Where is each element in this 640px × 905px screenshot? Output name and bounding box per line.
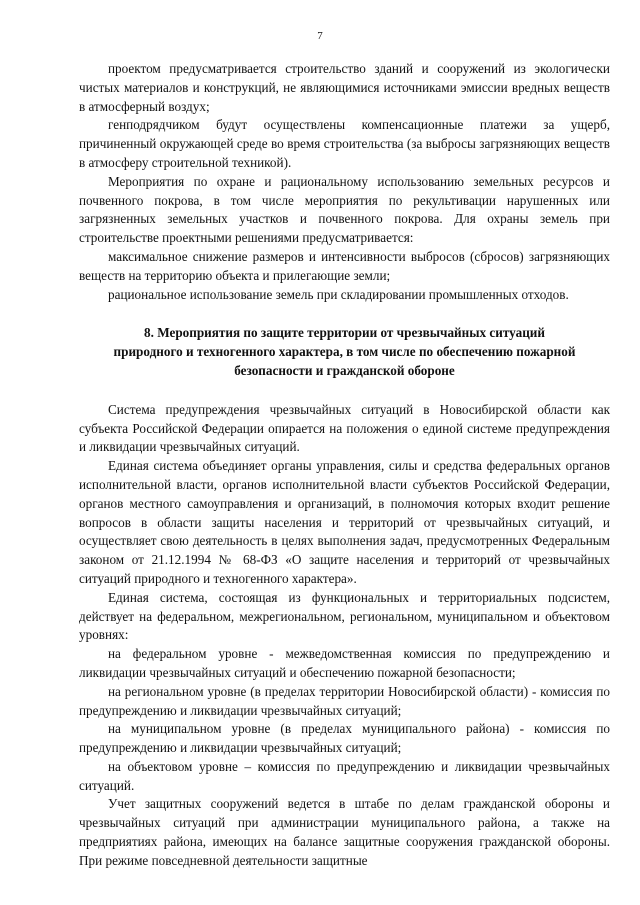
paragraph: генподрядчиком будут осуществлены компенсационные платежи за ущерб, причиненный окружающей среде во время строительства (за выбросы загрязняющих веществ в атмосферу строительной техникой). bbox=[79, 117, 610, 170]
paragraph: Система предупреждения чрезвычайных ситуаций в Новосибирской области как субъекта Российской Федерации опирается на положения о единой системе предупреждения и ликвидации чрезвычайных ситуаций. bbox=[79, 401, 610, 455]
spacer bbox=[79, 381, 610, 401]
paragraph: на объектовом уровне – комиссия по предупреждению и ликвидации чрезвычайных ситуаций. bbox=[79, 758, 610, 793]
paragraph: Мероприятия по охране и рациональному использованию земельных ресурсов и почвенного покрова, в том числе мероприятия по рекультивации нарушенных или загрязненных земельных участков и почвенного покрова. Для охраны земель при строительстве проектными решениями предусматривается: bbox=[79, 173, 610, 246]
paragraph: на региональном уровне (в пределах территории Новосибирской области) - комиссия по предупреждению и ликвидации чрезвычайных ситуаций; bbox=[79, 683, 610, 718]
paragraph: на федеральном уровне - межведомственная комиссия по предупреждению и ликвидации чрезвычайных ситуаций и обеспечению пожарной безопасности; bbox=[79, 646, 610, 680]
paragraph: Единая система, состоящая из функциональных и территориальных подсистем, действует на федеральном, межрегиональном, региональном, муниципальном и объектовом уровнях: bbox=[79, 589, 610, 643]
paragraph: Единая система объединяет органы управления, силы и средства федеральных органов исполнительной власти, органов исполнительной власти субъектов Российской Федерации, органов местного самоуправления и организаций, в полномочия которых входит решение вопросов в области защиты населения и территорий от чрезвычайных ситуаций, и осуществляет свою деятельность в целях выполнения задач, предусмотренных Федеральным законом от 21.12.1994 № 68-ФЗ «О защите населения и территорий от чрезвычайных ситуаций природного и техногенного характера». bbox=[79, 458, 610, 586]
section-heading bbox=[79, 324, 610, 380]
document-body bbox=[79, 60, 610, 871]
section-heading-line: природного и техногенного характера, в том числе по обеспечению пожарной bbox=[113, 344, 576, 360]
page-number: 7 bbox=[317, 30, 323, 42]
paragraph: Учет защитных сооружений ведется в штабе по делам гражданской обороны и чрезвычайных ситуаций при администрации муниципального района, а также на предприятиях района, имеющих на балансе защитные сооружения гражданской обороны. При режиме повседневной деятельности защитные bbox=[79, 796, 610, 868]
paragraph: на муниципальном уровне (в пределах муниципального района) - комиссия по предупреждению и ликвидации чрезвычайных ситуаций; bbox=[79, 721, 610, 756]
paragraph: рациональное использование земель при складировании промышленных отходов. bbox=[108, 286, 569, 302]
spacer bbox=[79, 304, 610, 324]
section-heading-line: 8. Мероприятия по защите территории от чрезвычайных ситуаций bbox=[144, 325, 545, 341]
section-heading-line: безопасности и гражданской обороне bbox=[234, 362, 455, 378]
paragraph: максимальное снижение размеров и интенсивности выбросов (сбросов) загрязняющих веществ на территорию объекта и прилегающие земли; bbox=[79, 248, 610, 283]
paragraph: проектом предусматривается строительство зданий и сооружений из экологически чистых материалов и конструкций, не являющимися источниками эмиссии вредных веществ в атмосферный воздух; bbox=[79, 61, 610, 114]
